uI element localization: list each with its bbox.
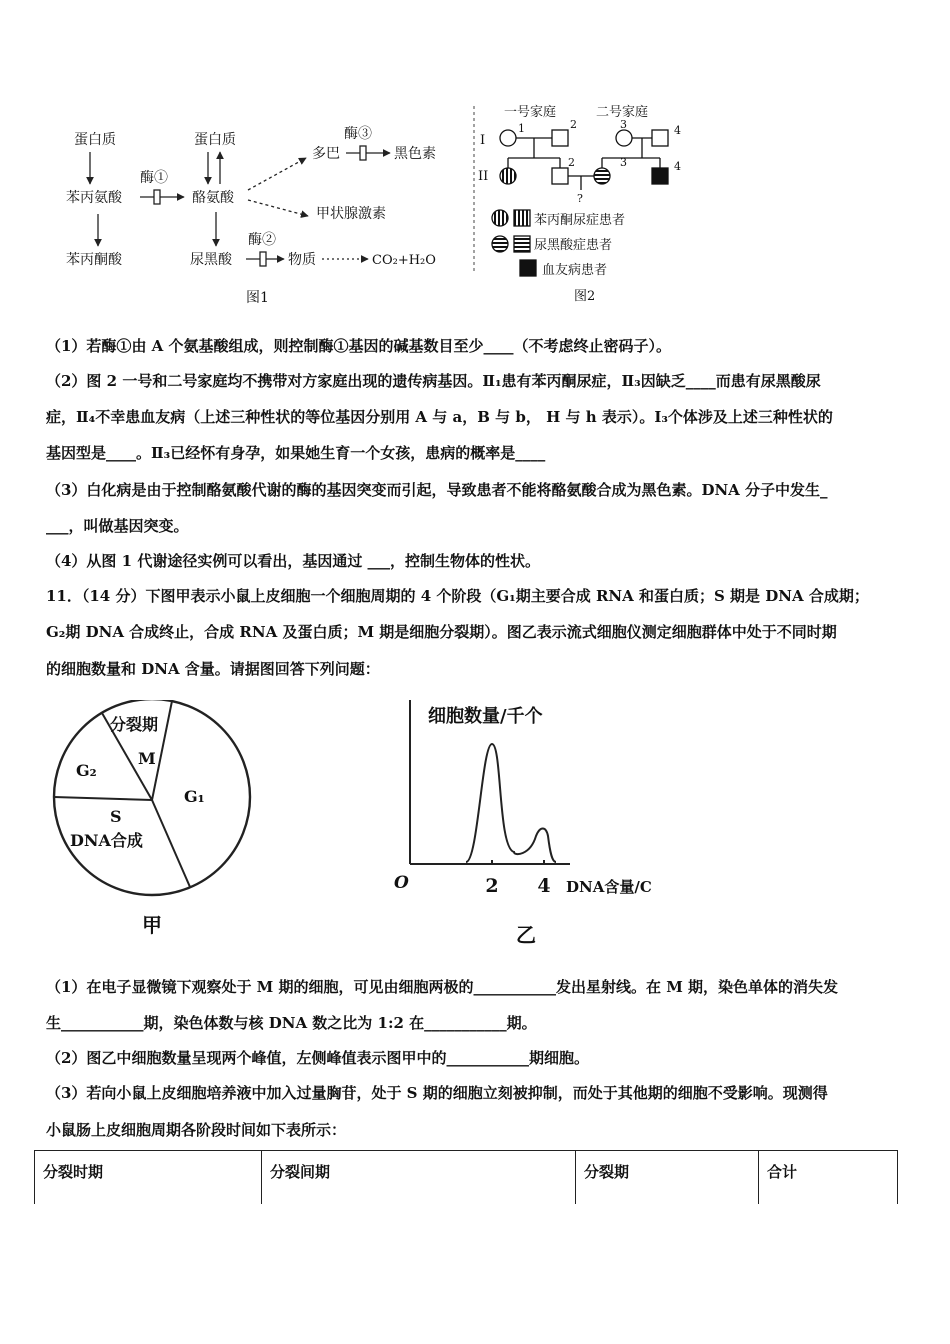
figure-1-metabolic-pathway bbox=[60, 118, 460, 308]
unborn-child-question: ? bbox=[577, 192, 583, 205]
f2-II3-number: 3 bbox=[620, 156, 627, 169]
q11-stem-line-1: 11．（14 分）下图甲表示小鼠上皮细胞一个细胞周期的 4 个阶段（G₁期主要合成 RNA 和蛋白质；S 期是 DNA 合成期； bbox=[46, 587, 869, 605]
family-1-label: 一号家庭 bbox=[504, 105, 557, 120]
chart-cell-count-curve bbox=[466, 744, 556, 862]
dopa-label: 多巴 bbox=[312, 146, 340, 162]
table-header-cell: 分裂间期 bbox=[262, 1151, 576, 1205]
cell-cycle-time-table bbox=[34, 1150, 898, 1204]
thyroxine-label: 甲状腺激素 bbox=[316, 206, 386, 222]
legend-alkaptonuria-male bbox=[514, 236, 530, 252]
chart-origin: O bbox=[394, 873, 409, 893]
cell-cycle-pie-chart bbox=[46, 700, 266, 950]
enzyme-2-block bbox=[260, 252, 266, 266]
pie-label-division: 分裂期 bbox=[110, 715, 159, 734]
pie-label-m: M bbox=[138, 749, 156, 768]
q10-line-3: 症，Ⅱ₄不幸患血友病（上述三种性状的等位基因分别用 A 与 a，B 与 b， H 与 h 表示）。I₃个体涉及上述三种性状的 bbox=[46, 408, 833, 426]
q11-sub3-line-2: 小鼠肠上皮细胞周期各阶段时间如下表所示： bbox=[46, 1121, 347, 1139]
chart-caption: 乙 bbox=[516, 923, 536, 947]
products-label: CO₂+H₂O bbox=[372, 253, 436, 268]
dna-content-chart bbox=[390, 700, 710, 950]
q10-line-6: ___，叫做基因突变。 bbox=[46, 517, 189, 535]
melanin-label: 黑色素 bbox=[394, 146, 436, 162]
arrow-tyr-to-dopa bbox=[248, 158, 306, 190]
q10-line-7: （4）从图 1 代谢途径实例可以看出，基因通过 ___，控制生物体的性状。 bbox=[46, 552, 541, 570]
chart-x-tick-label-2: 2 bbox=[485, 875, 499, 897]
chart-x-axis-label: DNA含量/C bbox=[566, 878, 652, 896]
q10-line-5: （3）白化病是由于控制酪氨酸代谢的酶的基因突变而引起，导致患者不能将酪氨酸合成为黑色素。DNA 分子中发生_ bbox=[46, 481, 828, 499]
arrow-tyr-to-thyroxine bbox=[248, 200, 308, 216]
enzyme-3-block bbox=[360, 146, 366, 160]
chart-x-tick-label-4: 4 bbox=[537, 875, 551, 897]
f1-II2-male bbox=[552, 168, 568, 184]
substance-label: 物质 bbox=[288, 252, 316, 268]
q10-line-1: （1）若酶①由 A 个氨基酸组成，则控制酶①基因的碱基数目至少____（不考虑终止密码子）。 bbox=[46, 337, 672, 355]
f1-I2-number: 2 bbox=[570, 118, 577, 131]
q10-line-4: 基因型是____。Ⅱ₃已经怀有身孕，如果她生育一个女孩，患病的概率是____ bbox=[46, 444, 546, 462]
f1-I2-male bbox=[552, 130, 568, 146]
table-header-cell: 分裂时期 bbox=[35, 1151, 262, 1205]
table-header-cell: 分裂期 bbox=[576, 1151, 759, 1205]
enzyme-2-label: 酶② bbox=[248, 232, 276, 248]
f2-II3-affected-female bbox=[594, 168, 610, 184]
f2-I4-male bbox=[652, 130, 668, 146]
f1-II2-number: 2 bbox=[568, 156, 575, 169]
legend-hemophilia-label: 血友病患者 bbox=[542, 263, 608, 278]
f1-I1-female bbox=[500, 130, 516, 146]
phenylpyruvate-label: 苯丙酮酸 bbox=[66, 252, 122, 268]
q11-stem-line-2: G₂期 DNA 合成终止，合成 RNA 及蛋白质；M 期是细胞分裂期）。图乙表示流式细胞仪测定细胞群体中处于不同时期 bbox=[46, 623, 837, 641]
table-header-row bbox=[35, 1151, 898, 1205]
tyrosine-label: 酪氨酸 bbox=[192, 190, 234, 206]
f1-I1-number: 1 bbox=[518, 122, 525, 135]
q11-stem-line-3: 的细胞数量和 DNA 含量。请据图回答下列问题： bbox=[46, 660, 380, 678]
f2-I3-female bbox=[616, 130, 632, 146]
legend-alkaptonuria-label: 尿黑酸症患者 bbox=[534, 238, 613, 253]
pie-label-s: S bbox=[110, 807, 122, 826]
phenylalanine-label: 苯丙氨酸 bbox=[66, 190, 122, 206]
q11-sub1-line-1: （1）在电子显微镜下观察处于 M 期的细胞，可见由细胞两极的___________发出星射线。在 M 期，染色单体的消失发 bbox=[46, 978, 839, 996]
enzyme-1-label: 酶① bbox=[140, 170, 168, 186]
f2-II4-number: 4 bbox=[674, 160, 681, 173]
pie-label-dna-synthesis: DNA合成 bbox=[70, 831, 143, 850]
q11-sub1-line-2: 生___________期，染色体数与核 DNA 数之比为 1:2 在___________期。 bbox=[46, 1014, 537, 1032]
legend-pku-female bbox=[492, 210, 508, 226]
protein-label-1: 蛋白质 bbox=[74, 132, 116, 148]
f2-I3-number: 3 bbox=[620, 118, 627, 131]
f1-II1-affected-female bbox=[500, 168, 516, 184]
enzyme-1-block bbox=[154, 190, 160, 204]
pie-label-g2: G₂ bbox=[76, 761, 97, 780]
chart-title: 细胞数量/千个 bbox=[428, 706, 543, 727]
legend-hemophilia-male bbox=[520, 260, 536, 276]
q11-sub2: （2）图乙中细胞数量呈现两个峰值，左侧峰值表示图甲中的___________期细胞。 bbox=[46, 1049, 589, 1067]
generation-1-label: I bbox=[480, 133, 486, 148]
table-header-cell: 合计 bbox=[759, 1151, 898, 1205]
protein-label-2: 蛋白质 bbox=[194, 132, 236, 148]
family-2-label: 二号家庭 bbox=[596, 105, 649, 120]
legend-pku-male bbox=[514, 210, 530, 226]
pie-label-g1: G₁ bbox=[184, 787, 205, 806]
generation-2-label: II bbox=[478, 169, 489, 184]
enzyme-3-label: 酶③ bbox=[344, 126, 372, 142]
pie-caption: 甲 bbox=[142, 913, 162, 937]
q10-line-2: （2）图 2 一号和二号家庭均不携带对方家庭出现的遗传病基因。Ⅱ₁患有苯丙酮尿症，Ⅱ₃因缺乏____而患有尿黑酸尿 bbox=[46, 372, 821, 390]
legend-alkaptonuria-female bbox=[492, 236, 508, 252]
figure-2-pedigree bbox=[470, 98, 700, 308]
f2-I4-number: 4 bbox=[674, 124, 681, 137]
f2-II4-hemophilia-male bbox=[652, 168, 668, 184]
figure-2-caption: 图2 bbox=[574, 289, 596, 304]
figure-1-caption: 图1 bbox=[246, 290, 269, 306]
q11-sub3-line-1: （3）若向小鼠上皮细胞培养液中加入过量胸苷，处于 S 期的细胞立刻被抑制，而处于其他期的细胞不受影响。现测得 bbox=[46, 1084, 828, 1102]
legend-pku-label: 苯丙酮尿症患者 bbox=[534, 213, 626, 228]
homogentisic-acid-label: 尿黑酸 bbox=[190, 252, 232, 268]
